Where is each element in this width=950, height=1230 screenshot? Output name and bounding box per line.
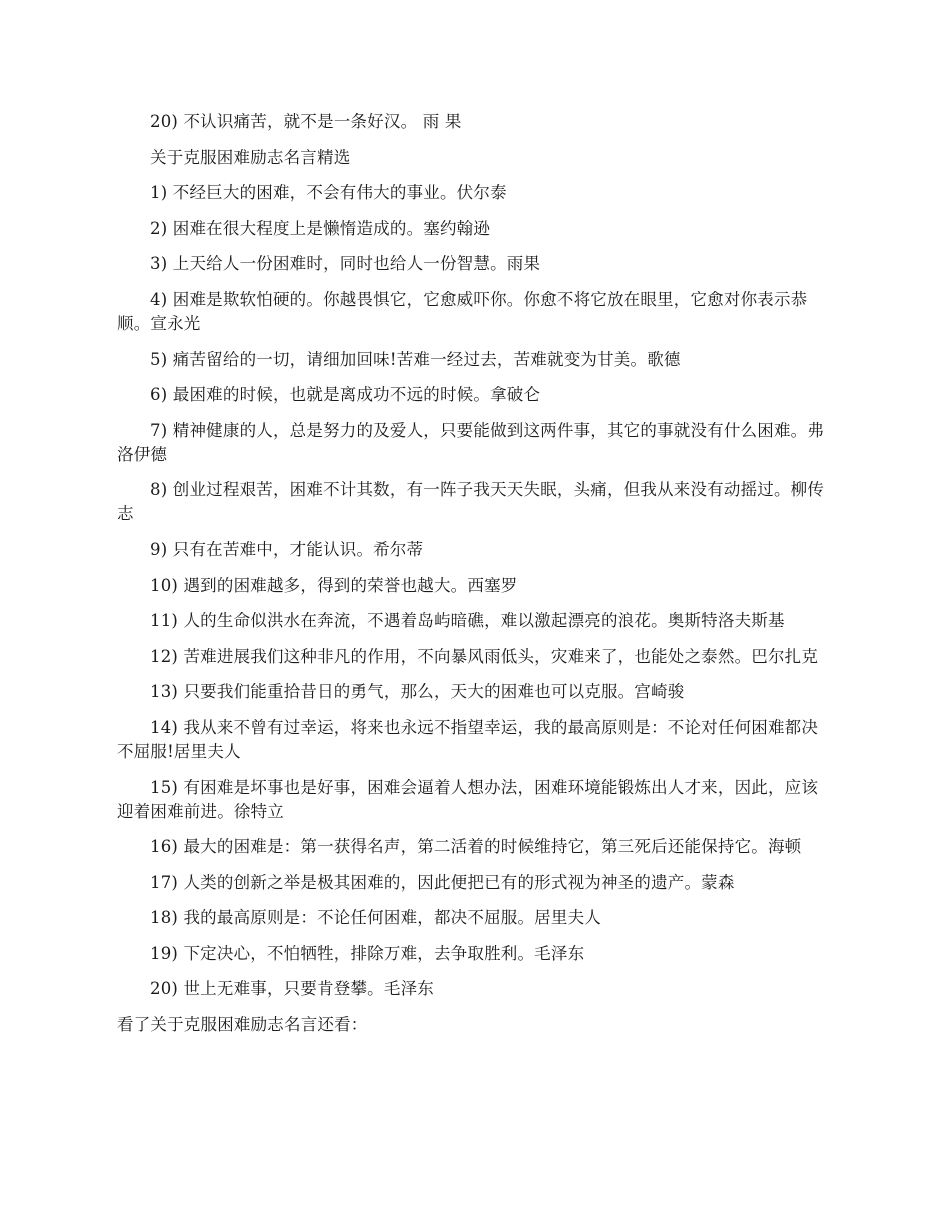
document-body [117, 110, 832, 1049]
quote-paragraph: 7) 精神健康的人，总是努力的及爱人，只要能做到这两件事，其它的事就没有什么困难。弗洛伊德 [117, 420, 825, 464]
quote-paragraph: 1) 不经巨大的困难，不会有伟大的事业。伏尔泰 [150, 183, 507, 203]
quote-paragraph: 2) 困难在很大程度上是懒惰造成的。塞约翰逊 [150, 218, 491, 238]
quote-paragraph: 3) 上天给人一份困难时，同时也给人一份智慧。雨果 [150, 254, 541, 274]
quote-paragraph: 15) 有困难是坏事也是好事，困难会逼着人想办法，困难环境能锻炼出人才来，因此，应该迎着困难前进。徐特立 [117, 777, 819, 821]
quote-paragraph: 20) 世上无难事，只要肯登攀。毛泽东 [150, 979, 434, 999]
quote-paragraph: 4) 困难是欺软怕硬的。你越畏惧它，它愈威吓你。你愈不将它放在眼里，它愈对你表示恭顺。宣永光 [117, 289, 808, 333]
quote-paragraph: 9) 只有在苦难中，才能认识。希尔蒂 [150, 539, 424, 559]
quote-paragraph: 13) 只要我们能重拾昔日的勇气，那么，天大的困难也可以克服。宫崎骏 [150, 682, 685, 702]
quote-paragraph: 17) 人类的创新之举是极其困难的，因此便把已有的形式视为神圣的遗产。蒙森 [150, 872, 735, 892]
quote-paragraph: 10) 遇到的困难越多，得到的荣誉也越大。西塞罗 [150, 575, 518, 595]
quote-paragraph: 12) 苦难进展我们这种非凡的作用，不向暴风雨低头，灾难来了，也能处之泰然。巴尔扎克 [150, 646, 819, 666]
quote-paragraph: 14) 我从来不曾有过幸运，将来也永远不指望幸运，我的最高原则是：不论对任何困难都决不屈服!居里夫人 [117, 717, 819, 761]
quote-paragraph: 5) 痛苦留给的一切，请细加回味!苦难一经过去，苦难就变为甘美。歌德 [150, 349, 681, 369]
quote-paragraph: 16) 最大的困难是：第一获得名声，第二活着的时候维持它，第三死后还能保持它。海顿 [150, 837, 802, 857]
quote-paragraph: 19) 下定决心，不怕牺牲，排除万难，去争取胜利。毛泽东 [150, 943, 585, 963]
quote-paragraph: 20) 不认识痛苦，就不是一条好汉。 雨 果 [150, 112, 462, 131]
quote-paragraph: 18) 我的最高原则是：不论任何困难，都决不屈服。居里夫人 [150, 908, 601, 928]
footer-related-line: 看了关于克服困难励志名言还看： [117, 1015, 368, 1035]
section-heading: 关于克服困难励志名言精选 [150, 147, 351, 167]
quote-paragraph: 6) 最困难的时候，也就是离成功不远的时候。拿破仑 [150, 385, 541, 405]
quote-paragraph: 8) 创业过程艰苦，困难不计其数，有一阵子我天天失眠，头痛，但我从来没有动摇过。柳传志 [117, 480, 825, 524]
quote-paragraph: 11) 人的生命似洪水在奔流，不遇着岛屿暗礁，难以激起漂亮的浪花。奥斯特洛夫斯基 [150, 611, 785, 631]
